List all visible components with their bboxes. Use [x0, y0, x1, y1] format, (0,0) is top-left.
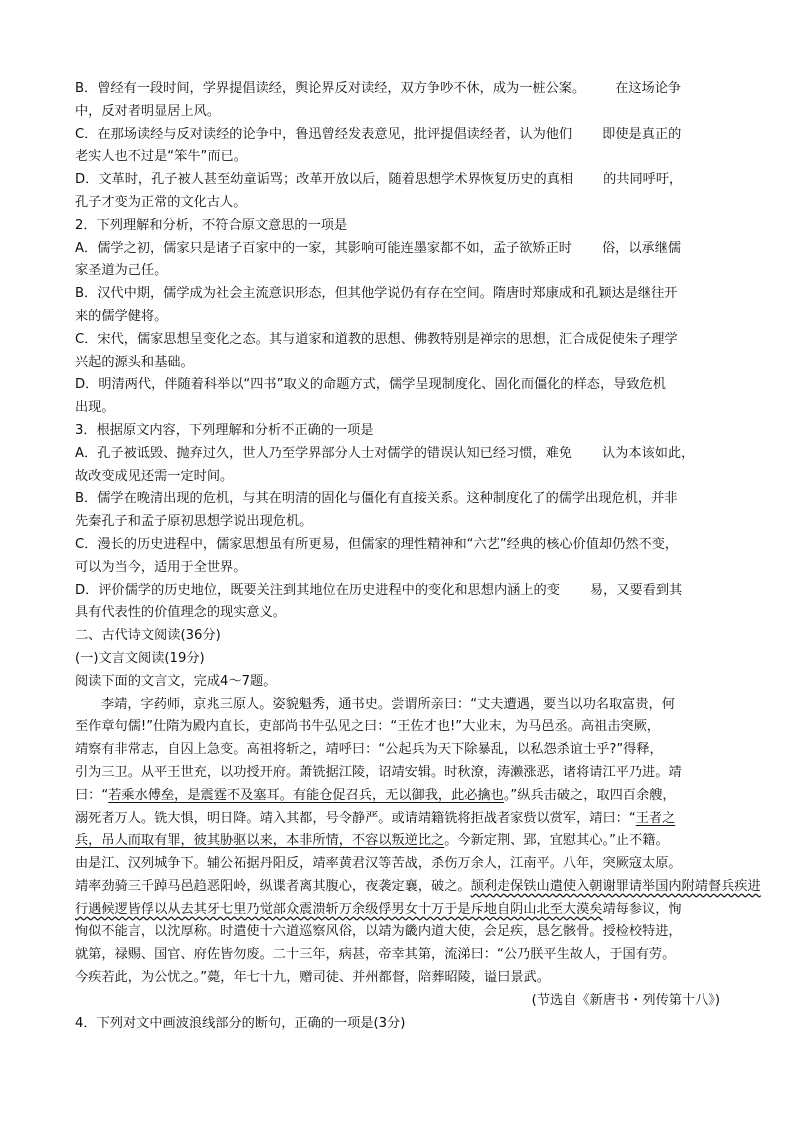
text-line	[75, 124, 720, 147]
text-line	[75, 580, 720, 603]
text-segment: 认为本该如此，	[601, 445, 695, 461]
passage-line	[75, 899, 720, 922]
question-heading: 4．下列对文中画波浪线部分的断句，正确的一项是(3分)	[75, 1015, 406, 1031]
text-segment: A．孔子被诋毁、抛弃过久，世人乃至学界部分人士对儒学的错误认知已经习惯，难免	[75, 445, 572, 461]
text-line: B．汉代中期，儒学成为社会主流意识形态，但其他学说仍有存在空间。隋唐时郑康成和孔颖达是继往开	[75, 286, 678, 302]
passage-line	[75, 785, 720, 808]
text-line: 老实人也不过是“笨牛”而已。	[75, 149, 247, 165]
text-line	[75, 238, 720, 261]
text-line	[75, 169, 720, 192]
text-segment: 曰：“	[75, 787, 109, 803]
underlined-sentence: 若乘水傅垒，是震霆不及塞耳。有能仓促召兵，无以御我，此必擒也	[108, 787, 504, 803]
passage-line: 由是江、汉列城争下。辅公祏据丹阳反，靖率黄君汉等苦战，杀伤万余人，江南平。八年，突厥寇太原。	[75, 856, 682, 872]
text-line	[75, 443, 720, 466]
text-segment: C．在那场读经与反对读经的论争中，鲁迅曾经发表意见，批评提倡读经者，认为他们	[75, 126, 573, 142]
passage-line: 至作章句儒!”仕隋为殿内直长，吏部尚书牛弘见之曰：“王佐才也!”大业末，为马邑丞。高祖击突厥，	[75, 719, 660, 735]
passage-line	[75, 876, 761, 899]
text-segment: 。”纵兵击破之，取四百余艘，	[503, 787, 676, 803]
passage-line: 就第，禄赐、国官、府佐皆勿废。二十三年，病甚，帝幸其第，流涕曰：“公乃朕平生故人，于国有劳。	[75, 947, 676, 963]
document-page	[75, 78, 761, 1035]
text-segment: 靖率劲骑三千踔马邑趋恶阳岭，纵谍者离其腹心，夜袭定襄，破之。	[75, 878, 471, 894]
wavy-underlined-passage: 行遇候逻皆俘以从去其牙七里乃觉部众震溃斩万余级俘男女十万于是斥地自阴山北至大漠矣	[75, 901, 603, 917]
text-segment: 易，又要看到其	[589, 582, 683, 598]
question-heading: 2．下列理解和分析，不符合原文意思的一项是	[75, 217, 348, 233]
text-segment: 靖每参议，恂	[602, 901, 682, 917]
passage-line: 李靖，字药师，京兆三原人。姿貌魁秀，通书史。尝谓所亲曰：“丈夫遭遇，要当以功名取富贵，何	[101, 696, 675, 712]
text-line: 可以为当今，适用于全世界。	[75, 559, 247, 575]
text-line: 故改变成见还需一定时间。	[75, 468, 234, 484]
text-line: 具有代表性的价值理念的现实意义。	[75, 605, 286, 621]
underlined-sentence: 兵，吊人而取有罪，彼其胁驱以来，本非所情，不容以叛逆比之	[75, 833, 445, 849]
section-heading: 二、古代诗文阅读(36分)	[75, 628, 221, 644]
text-line: 兴起的源头和基础。	[75, 354, 194, 370]
text-segment: D．评价儒学的历史地位，既要关注到其地位在历史进程中的变化和思想内涵上的变	[75, 582, 560, 598]
passage-line: 靖察有非常志，自囚上急变。高祖将斩之，靖呼曰：“公起兵为天下除暴乱，以私怨杀谊士乎?”得释，	[75, 742, 663, 758]
text-line: 来的儒学健将。	[75, 308, 168, 324]
question-heading: 3．根据原文内容，下列理解和分析不正确的一项是	[75, 422, 374, 438]
text-segment: B．曾经有一段时间，学界提倡读经，舆论界反对读经，双方争吵不休，成为一桩公案。	[75, 81, 586, 96]
text-segment: D．文革时，孔子被人甚至幼童诟骂；改革开放以后，随着思想学术界恢复历史的真相	[75, 172, 574, 188]
text-line: 家圣道为己任。	[75, 263, 168, 279]
text-line: C．漫长的历史进程中，儒家思想虽有所更易，但儒家的理性精神和“六艺”经典的核心价值却仍然不变，	[75, 536, 679, 552]
text-segment: 的共同呼吁，	[603, 172, 683, 188]
passage-line: 今疾若此，为公忧之。”薨，年七十九，赠司徒、并州都督，陪葬昭陵，谥曰景武。	[75, 970, 550, 986]
subsection-heading: (一)文言文阅读(19分)	[75, 650, 205, 666]
text-segment: 俗，以承继儒	[601, 240, 682, 256]
text-line: B．儒学在晚清出现的危机，与其在明清的固化与僵化有直接关系。这种制度化了的儒学出现危机，并非	[75, 491, 678, 507]
text-segment: 。今新定荆、郢，宜慰其心。”止不籍。	[444, 833, 669, 849]
passage-line: 引为三卫。从平王世充，以功授开府。萧铣据江陵，诏靖安辑。时秋潦，涛濑涨恶，诸将请江平乃进。靖	[75, 764, 682, 780]
text-line	[75, 78, 720, 101]
text-line: 出现。	[75, 400, 115, 416]
text-line: 中，反对者明显居上风。	[75, 103, 221, 119]
text-line: D．明清两代，伴随着科举以“四书”取义的命题方式，儒学呈现制度化、固化而僵化的样态，导致危机	[75, 377, 666, 393]
text-line: 孔子才变为正常的文化古人。	[75, 194, 247, 210]
underlined-sentence: 王者之	[635, 810, 676, 826]
text-segment: 溺死者万人。铣大惧，明日降。靖入其都，号令静严。或请靖籍铣将拒战者家赀以赏军，靖曰：“	[75, 810, 636, 826]
source-citation: (节选自《新唐书・列传第十八》)	[531, 992, 720, 1008]
passage-line: 恂似不能言，以沈厚称。时遣使十六道巡察风俗，以靖为畿内道大使，会足疾，恳乞骸骨。授检校特进，	[75, 924, 682, 940]
text-segment: 即使是真正的	[602, 126, 682, 142]
text-line: 先秦孔子和孟子原初思想学说出现危机。	[75, 514, 313, 530]
passage-line	[75, 830, 720, 853]
passage-line	[75, 808, 720, 831]
instruction-text: 阅读下面的文言文，完成4～7题。	[75, 673, 277, 689]
text-line: C．宋代，儒家思想呈变化之态。其与道家和道教的思想、佛教特别是禅宗的思想，汇合成促使朱子理学	[75, 331, 678, 347]
text-segment: 在这场论争	[615, 81, 682, 96]
text-segment: A．儒学之初，儒家只是诸子百家中的一家，其影响可能连墨家都不如，孟子欲矫正时	[75, 240, 572, 256]
wavy-underlined-passage: 颉利走保铁山遣使入朝谢罪请举国内附靖督兵疾进	[470, 878, 761, 894]
